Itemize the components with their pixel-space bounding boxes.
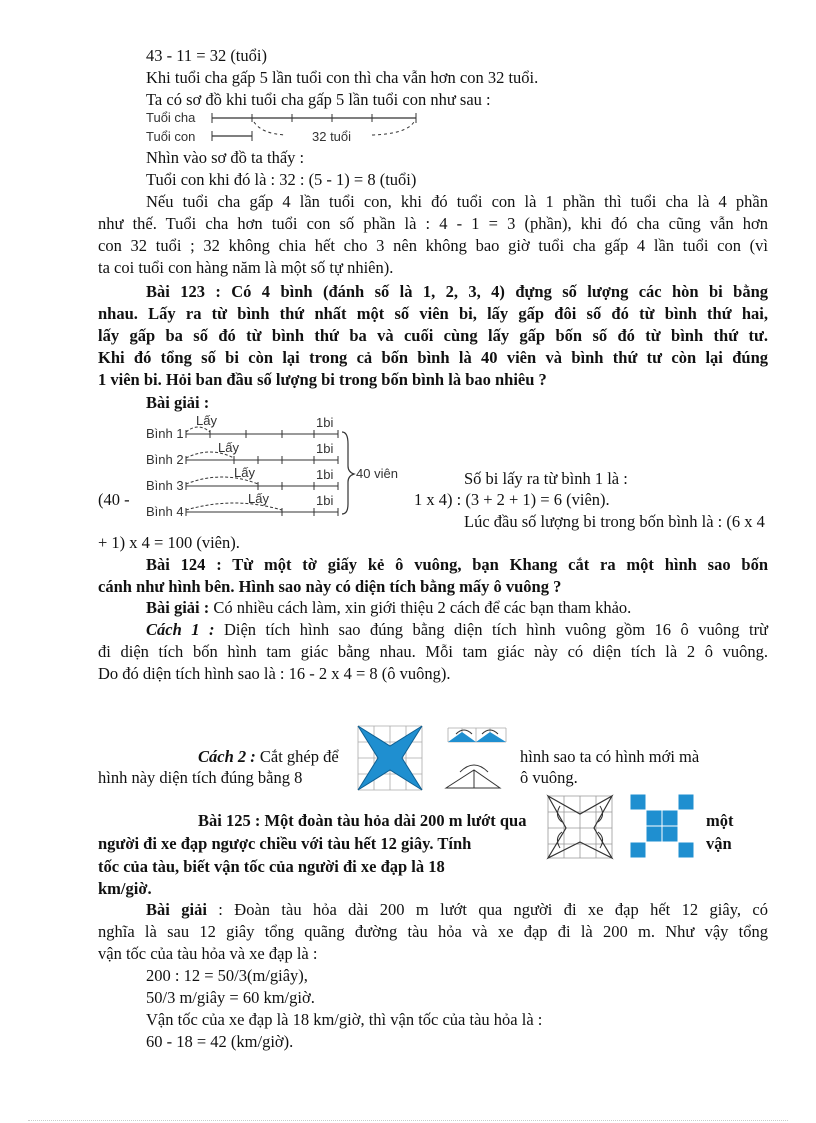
text-line: nghĩa là sau 12 giây tổng quãng đường tàu hỏa và xe đạp đi là 200 m. Như vậy tổng	[98, 922, 768, 941]
text-line: 1 x 4) : (3 + 2 + 1) = 6 (viên).	[414, 490, 610, 509]
take-label: Lấy	[196, 413, 217, 428]
one-marble-label: 1bi	[316, 467, 334, 482]
solution-heading: Bài giải :	[146, 598, 210, 617]
paragraph-line: ta coi tuổi con hàng năm là một số tự nhiên).	[98, 258, 394, 277]
text-line	[198, 747, 339, 767]
text-line: 60 - 18 = 42 (km/giờ).	[146, 1032, 294, 1051]
solution-heading: Bài giải	[146, 900, 207, 919]
problem-125-line: km/giờ.	[98, 879, 152, 898]
jar-label: Bình 4	[146, 504, 184, 519]
problem-125-line: vận	[706, 834, 732, 853]
text-line: Nhìn vào sơ đồ ta thấy :	[146, 148, 305, 167]
problem-125-line: một	[706, 811, 734, 830]
age-diagram	[146, 108, 436, 148]
text-line: Số bi lấy ra từ bình 1 là :	[464, 469, 628, 488]
text-line: hình sao ta có hình mới mà	[520, 747, 700, 766]
text-line: 200 : 12 = 50/3(m/giây),	[146, 966, 308, 985]
text-line	[146, 598, 631, 618]
text-line: 43 - 11 = 32 (tuổi)	[146, 46, 267, 65]
take-label: Lấy	[248, 491, 269, 506]
problem-124-line: cánh như hình bên. Hình sao này có diện tích bằng mấy ô vuông ?	[98, 577, 562, 596]
son-age-label: Tuổi con	[146, 129, 196, 144]
total-label: 40 viên	[356, 466, 398, 481]
one-marble-label: 1bi	[316, 441, 334, 456]
problem-124-line: Bài 124 : Từ một tờ giấy kẻ ô vuông, bạn Khang cắt ra một hình sao bốn	[146, 555, 768, 574]
problem-123-line: Bài 123 : Có 4 bình (đánh số là 1, 2, 3, 4) đựng số lượng các hòn bi bằng	[146, 282, 768, 301]
method-1-label: Cách 1 :	[146, 620, 215, 639]
text-line: + 1) x 4 = 100 (viên).	[98, 533, 240, 552]
problem-123-line: nhau. Lấy ra từ bình thứ nhất một số viên bi, lấy gấp đôi số đó từ bình thứ hai,	[98, 304, 768, 323]
paragraph-line: như thế. Tuổi cha hơn tuổi con số phần là : 4 - 1 = 3 (phần), khi đó cha cũng vẫn hơn	[98, 214, 768, 233]
one-marble-label: 1bi	[316, 493, 334, 508]
text-line: Tuổi con khi đó là : 32 : (5 - 1) = 8 (tuổi)	[146, 170, 417, 189]
problem-123-line: Khi đó tổng số bi còn lại trong cả bốn bình là 40 viên và bình thứ tư còn lại đúng	[98, 348, 768, 367]
total-brace	[342, 432, 354, 514]
jar-label: Bình 2	[146, 452, 184, 467]
difference-label: 32 tuổi	[312, 129, 352, 144]
text-line	[146, 620, 768, 640]
difference-brace	[372, 122, 414, 135]
method-2-label: Cách 2 :	[198, 747, 256, 766]
problem-125-line: Bài 125 : Một đoàn tàu hỏa dài 200 m lướt qua	[198, 811, 527, 830]
text-line: ô vuông.	[520, 768, 578, 787]
text-line: Ta có sơ đồ khi tuổi cha gấp 5 lần tuổi con như sau :	[146, 90, 491, 109]
problem-125-line: tốc của tàu, biết vận tốc của người đi xe đạp là 18	[98, 857, 445, 876]
text-span: Cắt ghép để	[255, 747, 339, 766]
rearranged-squares-figure	[630, 794, 696, 860]
difference-brace	[254, 122, 286, 135]
paragraph-line: Nếu tuổi cha gấp 4 lần tuổi con, khi đó tuổi con là 1 phần thì tuổi cha là 4 phần	[146, 192, 768, 211]
text-span: Diện tích hình sao đúng bằng diện tích hình vuông gồm 16 ô vuông trừ	[214, 620, 769, 639]
text-span: : Đoàn tàu hỏa dài 200 m lướt qua người đi xe đạp hết 12 giây, có	[206, 900, 768, 919]
text-line: Khi tuổi cha gấp 5 lần tuổi con thì cha vẫn hơn con 32 tuổi.	[146, 68, 539, 87]
text-line	[146, 900, 768, 920]
text-line: đi diện tích bốn hình tam giác bằng nhau. Mỗi tam giác này có diện tích là 2 ô vuông.	[98, 642, 768, 661]
problem-125-line: người đi xe đạp ngược chiều với tàu hết 12 giây. Tính	[98, 834, 472, 853]
jar-label: Bình 1	[146, 426, 184, 441]
page-bottom-divider	[28, 1120, 788, 1121]
take-label: Lấy	[234, 465, 255, 480]
text-line: Lúc đầu số lượng bi trong bốn bình là : (6 x 4	[464, 512, 765, 531]
text-span: Có nhiều cách làm, xin giới thiệu 2 cách để các bạn tham khảo.	[209, 598, 632, 617]
text-line: (40 -	[98, 490, 130, 509]
star-grid-figure	[358, 726, 424, 792]
star-outline-figure	[546, 794, 614, 860]
text-line: vận tốc của tàu hỏa và xe đạp là :	[98, 944, 318, 963]
text-line: 50/3 m/giây = 60 km/giờ.	[146, 988, 315, 1007]
marble-jars-diagram	[146, 414, 416, 518]
jar-label: Bình 3	[146, 478, 184, 493]
paragraph-line: con 32 tuổi ; 32 không chia hết cho 3 nên không bao giờ tuổi cha gấp 4 lần tuổi con (vì	[98, 236, 768, 255]
problem-123-line: lấy gấp ba số đó từ bình thứ ba và cuối cùng lấy gấp bốn số đó từ bình thứ tư.	[98, 326, 768, 345]
problem-123-line: 1 viên bi. Hỏi ban đầu số lượng bi trong bốn bình là bao nhiêu ?	[98, 370, 547, 389]
father-age-label: Tuổi cha	[146, 110, 196, 125]
take-label: Lấy	[218, 440, 239, 455]
text-line: Do đó diện tích hình sao là : 16 - 2 x 4 = 8 (ô vuông).	[98, 664, 451, 683]
cut-pieces-figure	[444, 726, 514, 792]
one-marble-label: 1bi	[316, 415, 334, 430]
text-line: hình này diện tích đúng bằng 8	[98, 768, 303, 787]
text-line: Vận tốc của xe đạp là 18 km/giờ, thì vận tốc của tàu hỏa là :	[146, 1010, 543, 1029]
solution-heading: Bài giải :	[146, 393, 210, 412]
